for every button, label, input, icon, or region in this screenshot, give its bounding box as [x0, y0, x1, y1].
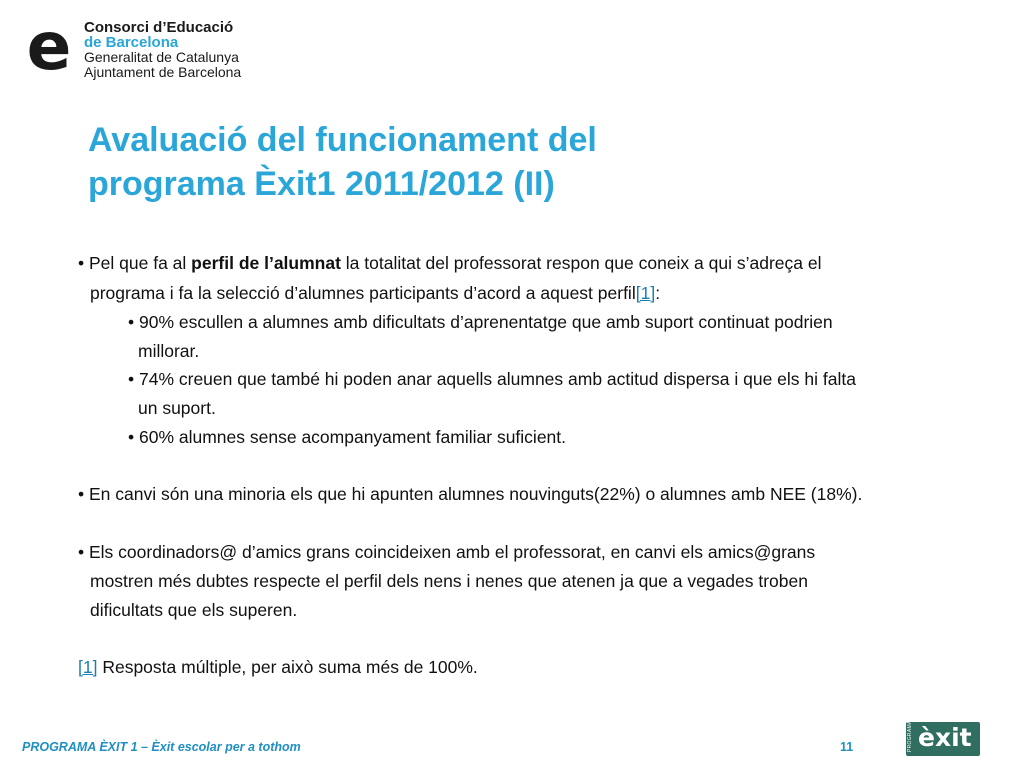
exit-program-logo — [906, 722, 980, 756]
program-logo-vertical-text: PROGRAMA — [907, 720, 913, 752]
e-logo-icon — [22, 22, 76, 76]
page-number: 11 — [840, 740, 854, 754]
logo-line-consorci: Consorci d’Educació — [84, 19, 234, 36]
sub-bullet-2-line-1: • 74% creuen que també hi poden anar aquells alumnes amb actitud dispersa i que els hi falta — [128, 369, 856, 389]
footnote-anchor-link[interactable]: [1] — [78, 657, 98, 677]
paragraph-1-line2-text: programa i fa la selecció d’alumnes participants d’acord a aquest perfil — [90, 283, 636, 303]
footnote-text: Resposta múltiple, per això suma més de 100%. — [97, 657, 478, 677]
bullet: • — [78, 253, 85, 273]
paragraph-1-pre: Pel que fa al — [84, 253, 192, 273]
paragraph-3-line-1: • Els coordinadors@ d’amics grans coincideixen amb el professorat, en canvi els amics@grans — [78, 542, 816, 562]
logo-line-barcelona: de Barcelona — [84, 34, 179, 51]
logo-line-generalitat: Generalitat de Catalunya — [84, 49, 239, 65]
footnote-reference-link[interactable]: [1] — [635, 283, 656, 303]
paragraph-1-line-2 — [90, 282, 660, 304]
program-logo-word: èxit — [918, 723, 972, 752]
paragraph-2: • En canvi són una minoria els que hi apunten alumnes nouvinguts(22%) o alumnes amb NEE (18%). — [78, 484, 863, 504]
paragraph-1-line2-colon: : — [655, 283, 661, 303]
paragraph-3-line-3: dificultats que els superen. — [90, 600, 298, 620]
sub-bullet-1-line-2: millorar. — [138, 341, 200, 361]
sub-bullet-3-line-1: • 60% alumnes sense acompanyament familiar suficient. — [128, 427, 567, 447]
sub-bullet-1-line-1: • 90% escullen a alumnes amb dificultats d’aprenentatge que amb suport continuat podrien — [128, 312, 833, 332]
logo-text — [84, 20, 241, 80]
title-line-1: Avaluació del funcionament del — [88, 121, 597, 159]
paragraph-1-bold: perfil de l’alumnat — [191, 253, 341, 273]
paragraph-1-line-1 — [78, 252, 822, 274]
slide-title — [88, 118, 908, 206]
consorci-logo — [22, 20, 262, 90]
logo-mark-glyph: e — [26, 22, 72, 76]
footer-program-name: PROGRAMA ÈXIT 1 – Èxit escolar per a tothom — [22, 740, 301, 754]
paragraph-1-post: la totalitat del professorat respon que coneix a qui s’adreça el — [340, 253, 822, 273]
sub-bullet-2-line-2: un suport. — [138, 398, 216, 418]
title-line-2: programa Èxit1 2011/2012 (II) — [88, 165, 555, 203]
paragraph-3-line-2: mostren més dubtes respecte el perfil dels nens i nenes que atenen ja que a vegades troben — [90, 571, 808, 591]
logo-line-ajuntament: Ajuntament de Barcelona — [84, 64, 242, 80]
footnote — [78, 656, 478, 678]
